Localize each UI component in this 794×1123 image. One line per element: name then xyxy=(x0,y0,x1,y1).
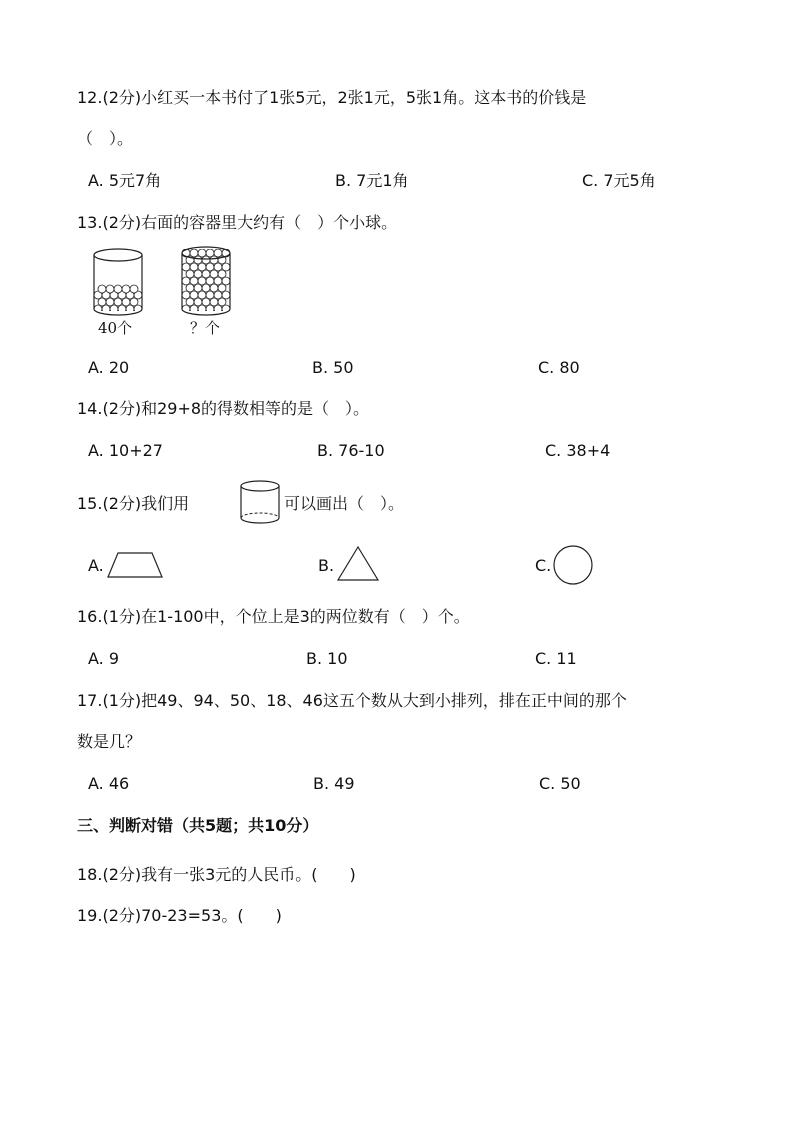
q16-option-c[interactable]: C. 11 xyxy=(535,649,577,668)
q13-left-label: 40个 xyxy=(98,319,133,337)
container-full-of-balls-figure xyxy=(176,245,236,317)
q17-stem: 17.(1分)把49、94、50、18、46这五个数从大到小排列，排在正中间的那个 xyxy=(77,691,627,710)
q12-stem-continued: （ ）。 xyxy=(77,129,134,148)
q17-option-b[interactable]: B. 49 xyxy=(313,774,355,793)
circle-shape-icon xyxy=(551,544,595,586)
q14-option-c[interactable]: C. 38+4 xyxy=(545,441,611,460)
q14-option-b[interactable]: B. 76-10 xyxy=(317,441,385,460)
triangle-shape-icon xyxy=(336,545,380,583)
q17-option-a[interactable]: A. 46 xyxy=(88,774,130,793)
container-with-40-balls-figure xyxy=(88,245,148,317)
q13-right-label: ？个 xyxy=(190,319,221,337)
q15-stem-end: 可以画出（ ）。 xyxy=(284,494,405,513)
q15-option-b-label[interactable]: B. xyxy=(318,556,335,575)
cylinder-icon xyxy=(238,478,282,526)
q12-stem: 12.(2分)小红买一本书付了1张5元，2张1元，5张1角。这本书的价钱是 xyxy=(77,88,587,107)
q19-stem: 19.(2分)70-23=53。( ) xyxy=(77,906,282,925)
q15-option-a-label[interactable]: A. xyxy=(88,556,104,575)
q13-option-b[interactable]: B. 50 xyxy=(312,358,354,377)
section-3-title: 三、判断对错（共5题；共10分） xyxy=(77,816,319,835)
q15-stem-start: 15.(2分)我们用 xyxy=(77,494,190,513)
q12-option-b[interactable]: B. 7元1角 xyxy=(335,171,409,190)
q12-option-c[interactable]: C. 7元5角 xyxy=(582,171,656,190)
q18-stem: 18.(2分)我有一张3元的人民币。( ) xyxy=(77,865,356,884)
q16-option-b[interactable]: B. 10 xyxy=(306,649,348,668)
trapezoid-shape-icon xyxy=(106,550,164,580)
q17-option-c[interactable]: C. 50 xyxy=(539,774,581,793)
q16-option-a[interactable]: A. 9 xyxy=(88,649,120,668)
q13-option-a[interactable]: A. 20 xyxy=(88,358,130,377)
q15-option-c-label[interactable]: C. xyxy=(535,556,552,575)
q14-option-a[interactable]: A. 10+27 xyxy=(88,441,163,460)
q13-stem: 13.(2分)右面的容器里大约有（ ）个小球。 xyxy=(77,213,398,232)
q13-option-c[interactable]: C. 80 xyxy=(538,358,580,377)
q16-stem: 16.(1分)在1-100中，个位上是3的两位数有（ ）个。 xyxy=(77,607,470,626)
q17-stem-continued: 数是几？ xyxy=(77,732,142,751)
q12-option-a[interactable]: A. 5元7角 xyxy=(88,171,162,190)
q14-stem: 14.(2分)和29+8的得数相等的是（ ）。 xyxy=(77,399,370,418)
